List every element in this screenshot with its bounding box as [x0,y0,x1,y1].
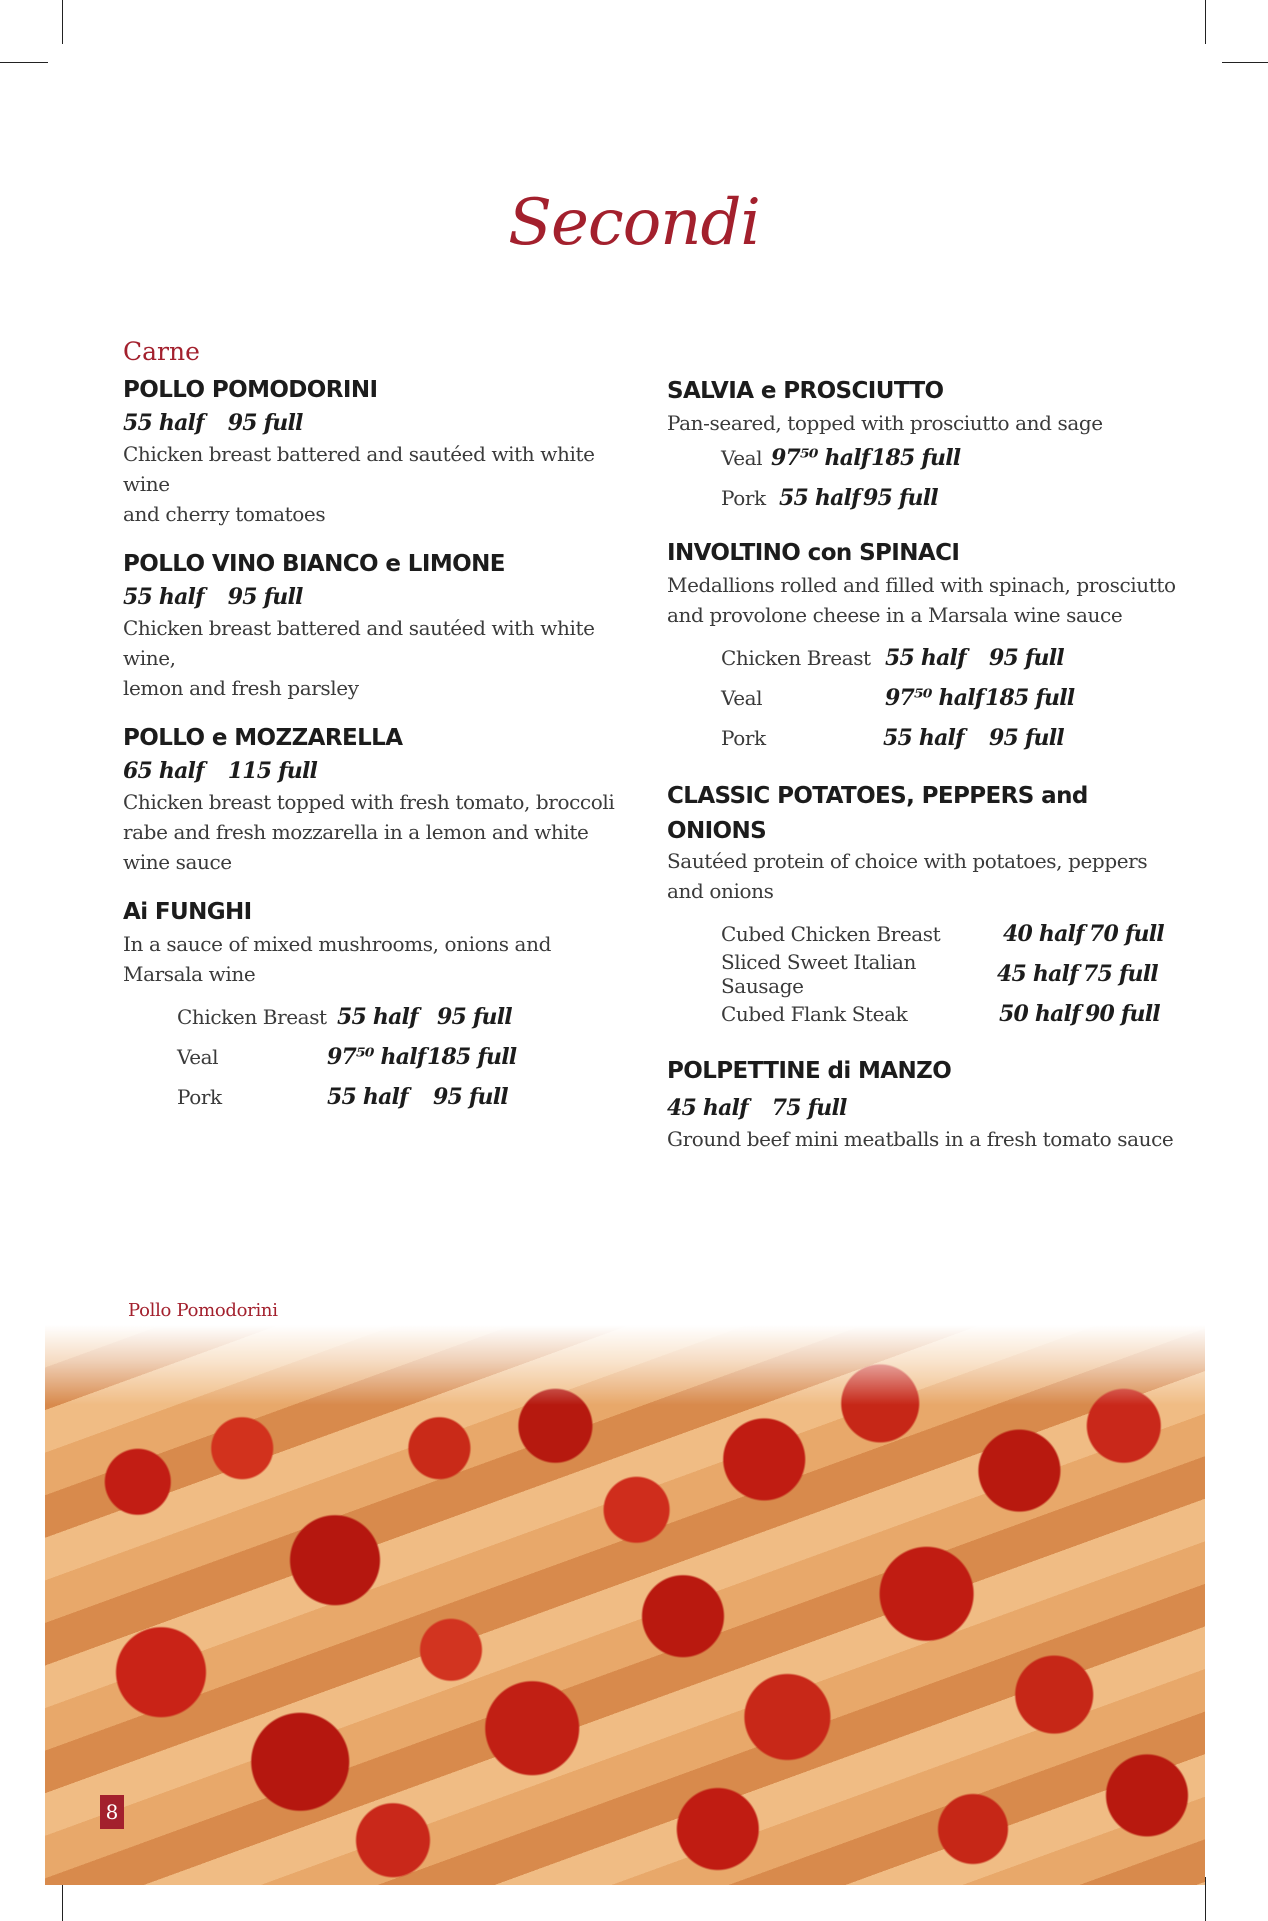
dish-description: Chicken breast topped with fresh tomato, broccoli [123,790,615,814]
dish-description: Ground beef mini meatballs in a fresh tomato sauce [667,1127,1174,1151]
dish-description: In a sauce of mixed mushrooms, onions and [123,932,551,956]
option-table [177,997,643,1117]
price-full: 185 full [427,1044,517,1070]
dish-description: Marsala wine [123,962,256,986]
dish-photo [45,1325,1205,1885]
price-full: 75 full [771,1095,847,1121]
dish-description: Sautéed protein of choice with potatoes, peppers [667,849,1148,873]
price-full: 115 full [227,758,318,784]
price-half: 50 half [999,1001,1080,1027]
menu-item [667,374,1187,518]
option-row [721,638,1187,678]
dish-description: Chicken breast battered and sautéed with white wine [123,442,595,496]
price-half: 55 half [779,485,860,511]
menu-item [123,547,643,703]
price-half: 55 half [123,410,204,436]
option-name: Pork [721,486,766,510]
crop-mark [62,0,63,44]
price-half: 55 half [123,584,204,610]
price-half: 65 half [123,758,204,784]
option-table [721,914,1187,1034]
page-title: Secondi [508,186,760,260]
price-line [123,407,643,439]
option-name: Sliced Sweet Italian Sausage [721,950,917,998]
price-full: 95 full [227,410,303,436]
price-full: 95 full [227,584,303,610]
option-row [721,994,1187,1034]
menu-item [123,721,643,877]
price-half: 55 half [337,1004,418,1030]
option-row [721,950,1187,998]
price-half: 97⁵⁰ half [771,445,870,471]
option-name: Chicken Breast [177,1005,327,1029]
dish-description: lemon and fresh parsley [123,676,359,700]
price-full: 95 full [433,1084,508,1110]
menu-item [667,536,1187,758]
page-number: 8 [100,1795,124,1829]
dish-description: wine sauce [123,850,232,874]
option-row [721,438,1187,478]
price-half: 97⁵⁰ half [327,1044,426,1070]
menu-item [667,1054,1187,1154]
option-row [721,718,1187,758]
price-half: 97⁵⁰ half [885,685,984,711]
crop-mark [1222,62,1268,63]
price-full: 95 full [437,1004,512,1030]
option-name: Chicken Breast [721,646,871,670]
option-row [721,678,1187,718]
option-name: Pork [177,1085,222,1109]
dish-description: and provolone cheese in a Marsala wine sauce [667,603,1123,627]
menu-item [667,776,1187,1034]
option-table [721,438,1187,518]
price-half: 40 half [1003,921,1084,947]
dish-name: POLLO e MOZZARELLA [123,725,403,751]
price-full: 75 full [1083,961,1158,987]
dish-description: Pan-seared, topped with prosciutto and sage [667,411,1103,435]
price-half: 45 half [667,1095,748,1121]
dish-name: Ai FUNGHI [123,899,252,925]
right-column [667,374,1187,1172]
option-row [177,1037,643,1077]
price-full: 95 full [863,485,938,511]
option-row [721,478,1187,518]
option-table [721,638,1187,758]
option-row [177,1077,643,1117]
dish-description: and cherry tomatoes [123,502,326,526]
crop-mark [1205,0,1206,44]
option-name: Cubed Chicken Breast [721,922,941,946]
dish-description: Medallions rolled and filled with spinach, prosciutto [667,573,1176,597]
price-full: 185 full [985,685,1075,711]
option-row [721,914,1187,954]
price-full: 95 full [989,725,1064,751]
dish-name: CLASSIC POTATOES, PEPPERS and [667,783,1088,809]
price-full: 95 full [989,645,1064,671]
price-line [123,581,643,613]
price-half: 55 half [327,1084,408,1110]
price-half: 55 half [885,645,966,671]
dish-name: ONIONS [667,818,767,844]
price-full: 70 full [1089,921,1164,947]
dish-description: and onions [667,879,774,903]
crop-mark [0,62,48,63]
option-name: Pork [721,726,766,750]
price-half: 45 half [997,961,1078,987]
dish-name: POLLO VINO BIANCO e LIMONE [123,551,505,577]
option-row [177,997,643,1037]
price-full: 185 full [871,445,961,471]
dish-name: INVOLTINO con SPINACI [667,540,960,566]
menu-item [123,373,643,529]
dish-name: POLLO POMODORINI [123,377,378,403]
option-name: Veal [177,1045,219,1069]
dish-name: SALVIA e PROSCIUTTO [667,378,944,404]
section-label: Carne [123,337,200,366]
option-name: Veal [721,686,763,710]
photo-caption: Pollo Pomodorini [128,1300,278,1321]
dish-name: POLPETTINE di MANZO [667,1058,952,1084]
dish-description: rabe and fresh mozzarella in a lemon and white [123,820,589,844]
crop-mark [1205,1877,1206,1921]
menu-item [123,895,643,1117]
option-name: Veal [721,446,763,470]
price-line [667,1092,1187,1124]
dish-description: Chicken breast battered and sautéed with white wine, [123,616,595,670]
price-half: 55 half [883,725,964,751]
price-line [123,755,643,787]
price-full: 90 full [1085,1001,1160,1027]
option-name: Cubed Flank Steak [721,1002,908,1026]
left-column [123,335,643,1135]
